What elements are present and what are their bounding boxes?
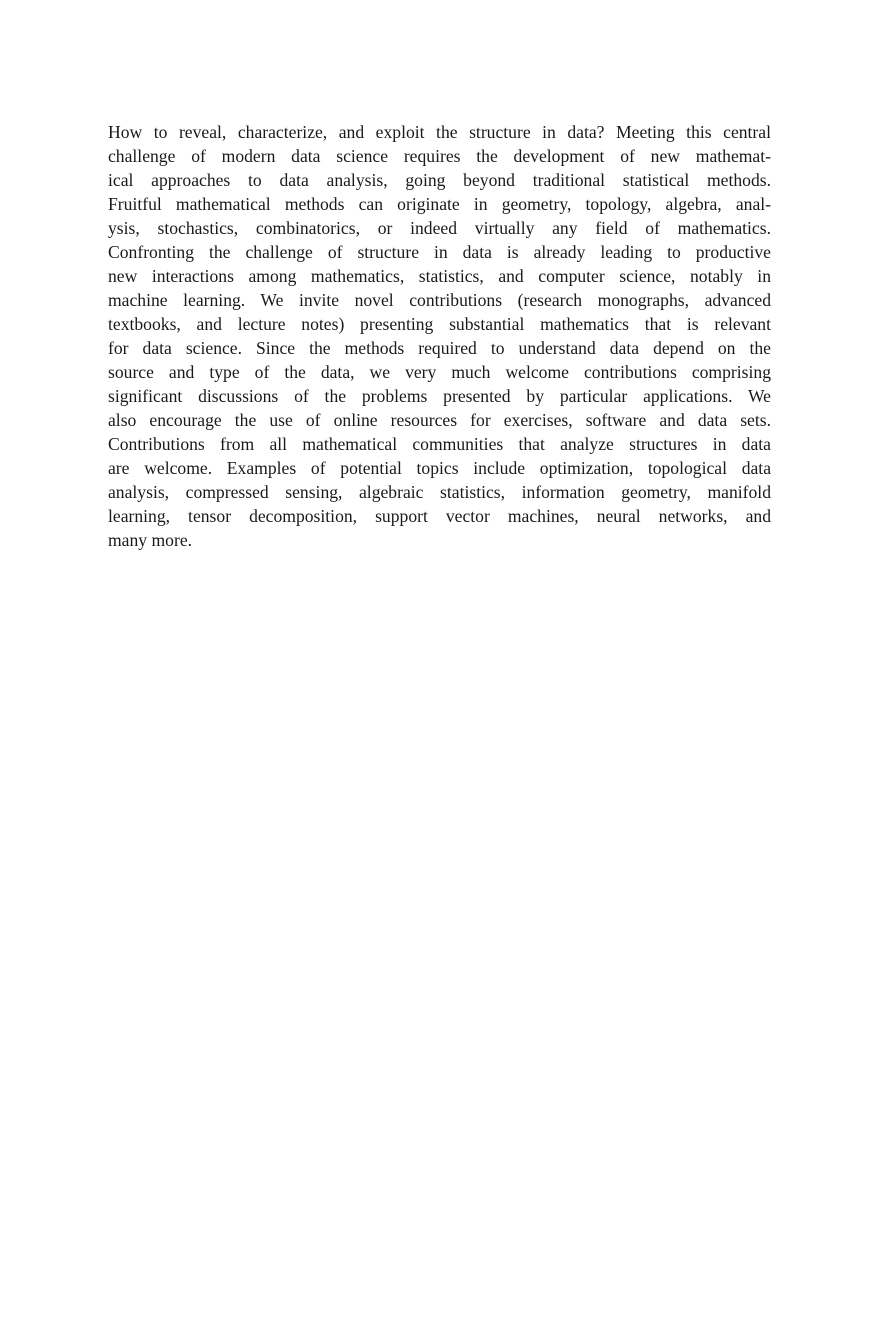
paragraph-line: source and type of the data, we very much welcome contributions comprising xyxy=(108,362,771,382)
paragraph-line: learning, tensor decomposition, support vector machines, neural networks, and xyxy=(108,506,771,526)
paragraph-line: are welcome. Examples of potential topics include optimization, topological data xyxy=(108,458,771,478)
paragraph-line: challenge of modern data science requires the development of new mathemat- xyxy=(108,146,771,166)
paragraph-line: also encourage the use of online resources for exercises, software and data sets. xyxy=(108,410,771,430)
body-paragraph xyxy=(108,120,771,552)
paragraph-line: Confronting the challenge of structure in data is already leading to productive xyxy=(108,242,771,262)
paragraph-line: Contributions from all mathematical communities that analyze structures in data xyxy=(108,434,771,454)
paragraph-line: ical approaches to data analysis, going beyond traditional statistical methods. xyxy=(108,170,771,190)
paragraph-line: ysis, stochastics, combinatorics, or indeed virtually any field of mathematics. xyxy=(108,218,771,238)
paragraph-line: significant discussions of the problems presented by particular applications. We xyxy=(108,386,771,406)
paragraph-line: Fruitful mathematical methods can originate in geometry, topology, algebra, anal- xyxy=(108,194,771,214)
paragraph-line: How to reveal, characterize, and exploit the structure in data? Meeting this central xyxy=(108,122,771,142)
paragraph-line: for data science. Since the methods required to understand data depend on the xyxy=(108,338,771,358)
paragraph-line: new interactions among mathematics, statistics, and computer science, notably in xyxy=(108,266,771,286)
paragraph-line: machine learning. We invite novel contributions (research monographs, advanced xyxy=(108,290,771,310)
paragraph-line: many more. xyxy=(108,530,193,550)
paragraph-line: textbooks, and lecture notes) presenting substantial mathematics that is relevant xyxy=(108,314,771,334)
paragraph-line: analysis, compressed sensing, algebraic statistics, information geometry, manifold xyxy=(108,482,771,502)
